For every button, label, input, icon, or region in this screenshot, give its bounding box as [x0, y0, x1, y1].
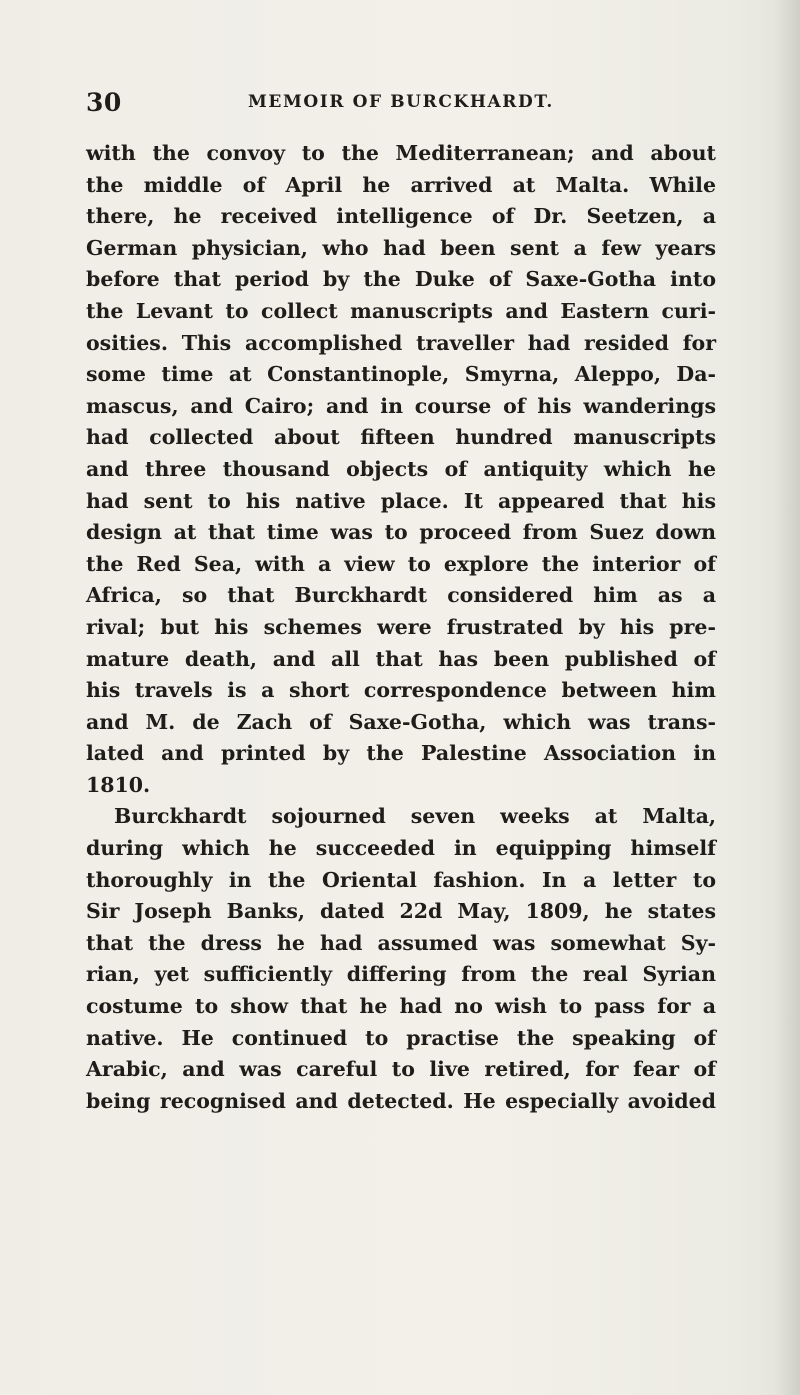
text-line: rival; but his schemes were frustrated by his pre-: [86, 614, 716, 639]
text-line: Burckhardt sojourned seven weeks at Malta,: [114, 804, 716, 829]
text-line: his travels is a short correspondence between him: [86, 678, 716, 703]
page-number: 30: [86, 88, 122, 117]
text-line: and three thousand objects of antiquity which he: [86, 456, 716, 481]
page-edge-shadow: [774, 0, 800, 1395]
text-line: mascus, and Cairo; and in course of his wanderings: [86, 393, 716, 418]
text-line: native. He continued to practise the speaking of: [86, 1025, 716, 1050]
text-line: thoroughly in the Oriental fashion. In a letter to: [86, 867, 716, 892]
text-line: osities. This accomplished traveller had resided for: [86, 330, 716, 355]
running-head: MEMOIR OF BURCKHARDT.: [248, 92, 554, 112]
text-line: had sent to his native place. It appeared that his: [86, 488, 716, 513]
text-line: with the convoy to the Mediterranean; and about: [86, 141, 716, 165]
text-line: being recognised and detected. He especially avoided: [86, 1088, 716, 1113]
page-header: [86, 88, 716, 128]
text-line: during which he succeeded in equipping himself: [86, 836, 716, 861]
text-line: that the dress he had assumed was somewhat Sy-: [86, 930, 716, 955]
text-line: design at that time was to proceed from Suez down: [86, 520, 716, 545]
text-line: the Levant to collect manuscripts and Eastern curi-: [86, 298, 716, 323]
text-line: mature death, and all that has been published of: [86, 646, 716, 671]
text-line: before that period by the Duke of Saxe-Gotha into: [86, 267, 716, 292]
text-line: the middle of April he arrived at Malta. While: [86, 172, 716, 197]
text-line: Sir Joseph Banks, dated 22d May, 1809, he states: [86, 899, 716, 924]
text-line: rian, yet sufficiently differing from the real Syrian: [86, 962, 716, 987]
text-line: there, he received intelligence of Dr. Seetzen, a: [86, 204, 716, 229]
text-line: some time at Constantinople, Smyrna, Aleppo, Da-: [86, 362, 716, 387]
text-line: 1810.: [86, 772, 151, 797]
text-line: the Red Sea, with a view to explore the interior of: [86, 551, 716, 576]
text-line: German physician, who had been sent a few years: [86, 235, 716, 260]
text-line: had collected about fifteen hundred manuscripts: [86, 425, 716, 450]
text-line: and M. de Zach of Saxe-Gotha, which was trans-: [86, 709, 716, 734]
body-text: [86, 138, 716, 1117]
text-line: lated and printed by the Palestine Association in: [86, 741, 716, 766]
text-line: Arabic, and was careful to live retired, for fear of: [86, 1057, 716, 1082]
paragraph-1: [86, 138, 716, 801]
paragraph-2: [86, 801, 716, 1117]
text-line: Africa, so that Burckhardt considered him as a: [86, 583, 716, 608]
text-line: costume to show that he had no wish to pass for a: [86, 994, 716, 1019]
